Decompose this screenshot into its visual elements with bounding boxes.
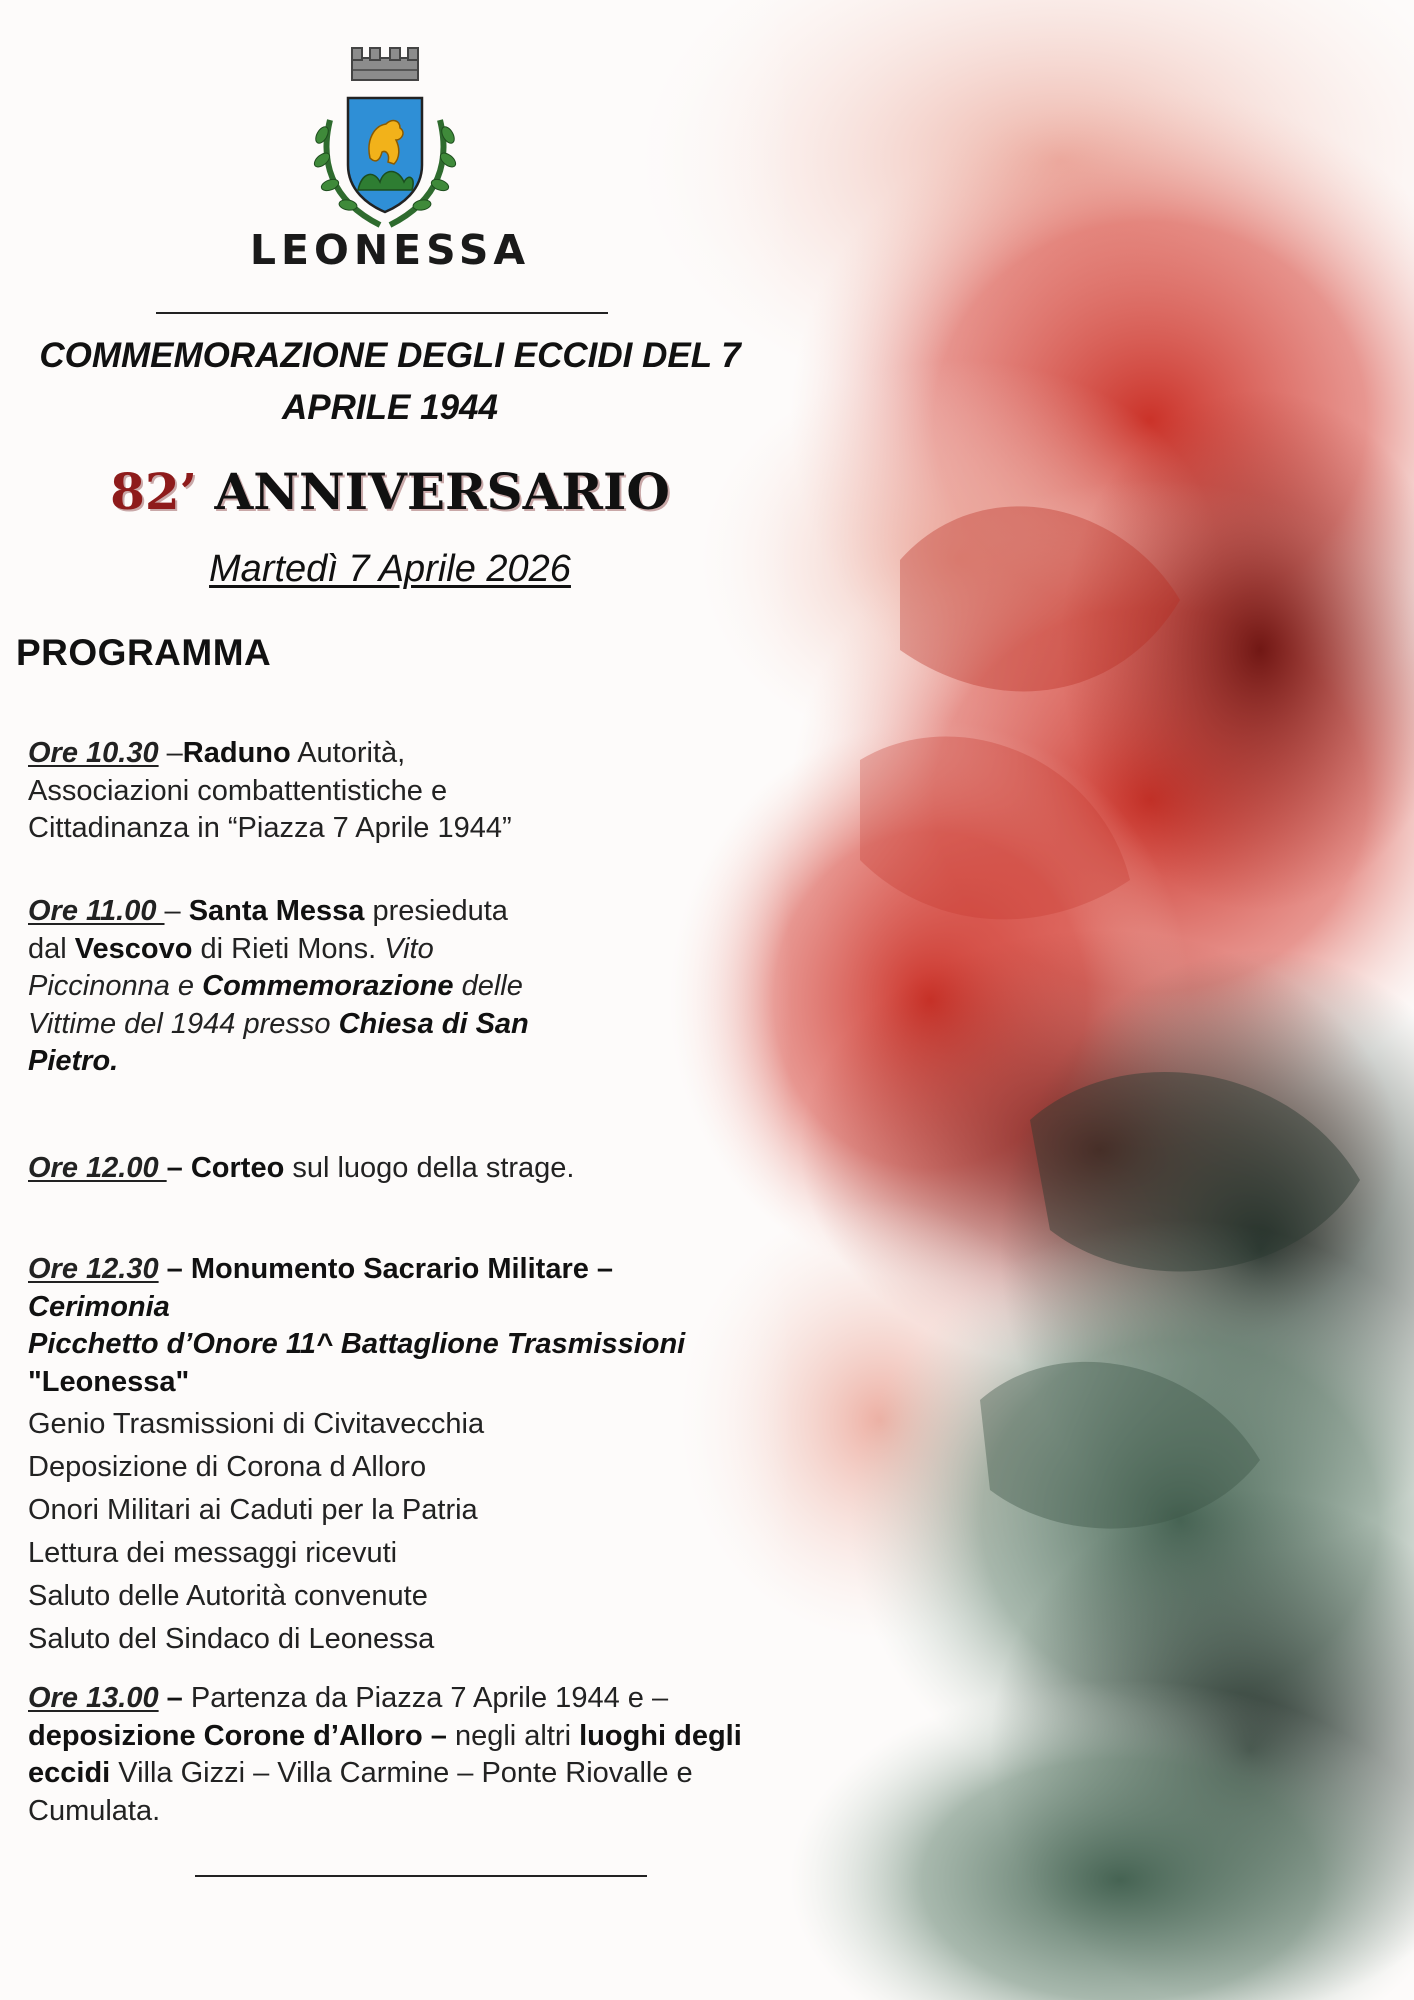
ceremony-list: [28, 1403, 728, 1661]
entry-time: Ore 10.30: [28, 737, 159, 769]
program-entry-1030: [28, 735, 548, 848]
entry-bold-italic: Cerimonia: [28, 1290, 170, 1323]
entry-text: di Rieti Mons.: [192, 932, 385, 965]
entry-italic: delle Vittime del 1944 presso: [28, 970, 523, 1040]
entry-separator: –: [166, 1152, 191, 1184]
entry-title: Corteo: [190, 1152, 285, 1184]
divider-top: [156, 312, 608, 314]
list-item: Saluto delle Autorità convenute: [28, 1580, 428, 1612]
anniversary-number: 82’: [110, 462, 198, 521]
program-entry-1300: [28, 1680, 788, 1830]
entry-bold: deposizione Corone d’Alloro –: [28, 1719, 447, 1752]
entry-bold: Vescovo: [74, 932, 193, 965]
entry-italic: Vito Piccinonna e: [28, 932, 434, 1002]
entry-time: Ore 12.30: [28, 1253, 159, 1285]
entry-time: Ore 12.00: [28, 1152, 167, 1184]
anniversary-word: ANNIVERSARIO: [214, 462, 670, 521]
town-name: LEONESSA: [249, 226, 531, 274]
entry-bold: "Leonessa": [28, 1365, 190, 1398]
entry-bold-italic: Commemorazione: [202, 970, 454, 1002]
entry-text: Villa Gizzi – Villa Carmine – Ponte Riovalle e Cumulata.: [28, 1757, 693, 1827]
page-title: [20, 330, 760, 434]
entry-title: Raduno: [182, 737, 291, 769]
entry-text: negli altri: [446, 1719, 580, 1752]
list-item: Saluto del Sindaco di Leonessa: [28, 1623, 435, 1655]
list-item: Genio Trasmissioni di Civitavecchia: [28, 1408, 485, 1440]
entry-bold-italic: Chiesa di San Pietro.: [28, 1007, 529, 1077]
event-date: Martedì 7 Aprile 2026: [209, 548, 571, 590]
entry-time: Ore 11.00: [28, 895, 165, 927]
entry-separator: –: [158, 1682, 191, 1714]
program-entry-1230: [28, 1251, 788, 1401]
anniversary-heading: [20, 462, 760, 521]
entry-time: Ore 13.00: [28, 1682, 159, 1714]
entry-text: presieduta dal: [28, 895, 508, 965]
entry-title: – Monumento Sacrario Militare –: [158, 1253, 614, 1285]
entry-text: sul luogo della strage.: [284, 1152, 575, 1184]
list-item: Lettura dei messaggi ricevuti: [28, 1537, 398, 1569]
programma-heading: PROGRAMMA: [16, 632, 272, 673]
entry-separator: –: [164, 895, 189, 927]
entry-separator: –: [158, 737, 183, 769]
title-line-1: COMMEMORAZIONE DEGLI ECCIDI DEL 7: [39, 336, 741, 375]
divider-bottom: [195, 1875, 647, 1877]
entry-bold-italic: Picchetto d’Onore 11^ Battaglione Trasmissioni: [28, 1328, 686, 1360]
list-item: Onori Militari ai Caduti per la Patria: [28, 1494, 478, 1526]
entry-title: Santa Messa: [188, 895, 365, 927]
entry-text: Autorità, Associazioni combattentistiche e Cittadinanza in “Piazza 7 Aprile 1944”: [28, 737, 512, 844]
list-item: Deposizione di Corona d Alloro: [28, 1451, 427, 1483]
entry-bold: luoghi degli eccidi: [28, 1719, 742, 1789]
title-line-2: APRILE 1944: [282, 388, 498, 427]
program-entry-1200: [28, 1150, 728, 1188]
entry-text: Partenza da Piazza 7 Aprile 1944 e –: [190, 1682, 669, 1714]
program-entry-1100: [28, 893, 548, 1081]
leonessa-coat-of-arms-icon: [300, 40, 470, 240]
